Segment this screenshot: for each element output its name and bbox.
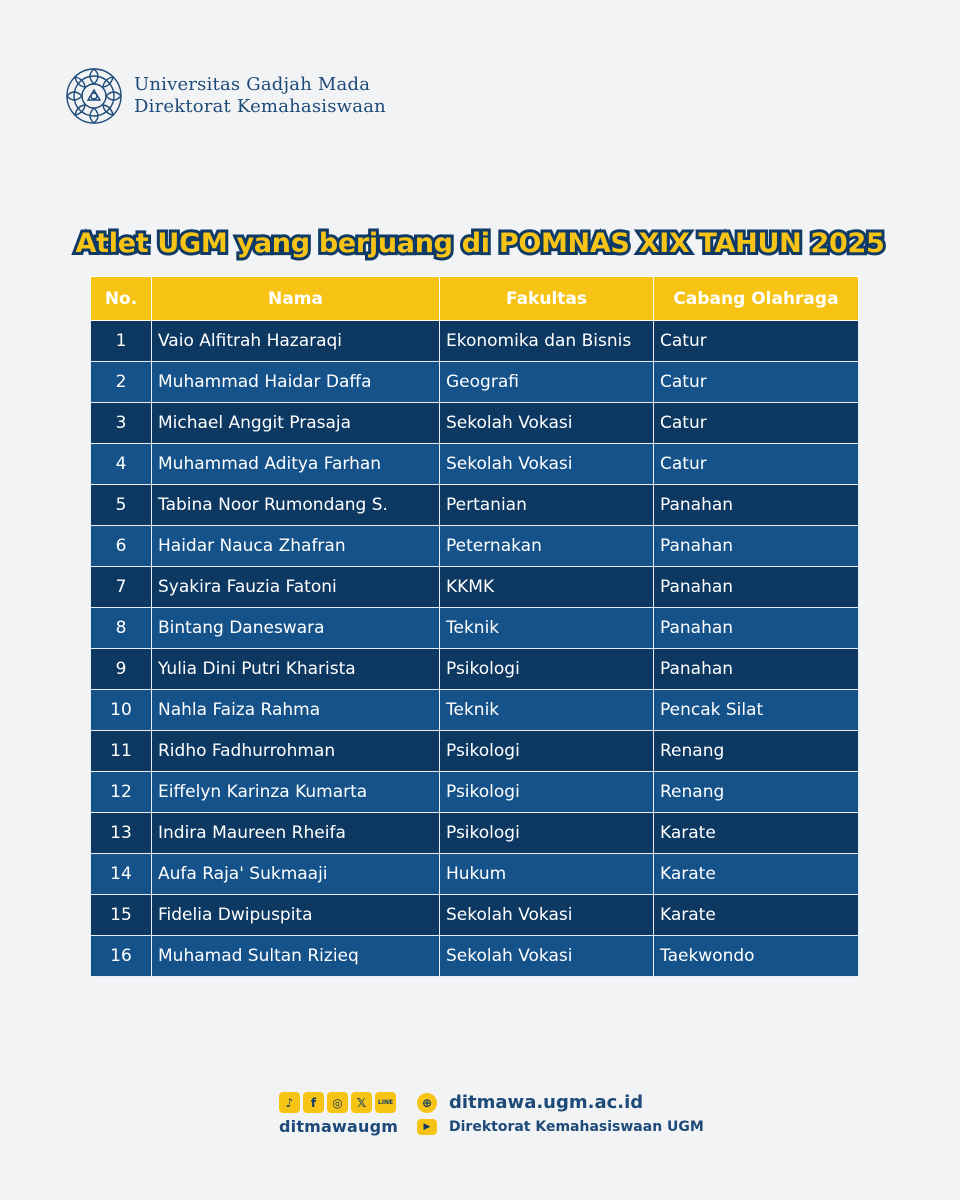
table-row [91,895,859,936]
cell-no: 9 [91,649,152,690]
column-header-cabang: Cabang Olahraga [654,277,859,321]
table-row [91,526,859,567]
website-link[interactable]: ditmawa.ugm.ac.id [449,1092,644,1113]
cell-nama: Bintang Daneswara [152,608,440,649]
cell-cabang: Renang [654,731,859,772]
cell-no: 8 [91,608,152,649]
table-row [91,608,859,649]
cell-nama: Vaio Alfitrah Hazaraqi [152,321,440,362]
table-row [91,444,859,485]
cell-no: 4 [91,444,152,485]
cell-cabang: Catur [654,362,859,403]
cell-fakultas: Sekolah Vokasi [440,895,654,936]
cell-no: 13 [91,813,152,854]
cell-no: 2 [91,362,152,403]
cell-nama: Tabina Noor Rumondang S. [152,485,440,526]
table-row [91,321,859,362]
cell-cabang: Taekwondo [654,936,859,977]
cell-nama: Fidelia Dwipuspita [152,895,440,936]
cell-fakultas: Psikologi [440,731,654,772]
cell-fakultas: Sekolah Vokasi [440,936,654,977]
cell-fakultas: Psikologi [440,772,654,813]
cell-fakultas: Teknik [440,608,654,649]
table-row [91,731,859,772]
youtube-channel-link[interactable]: Direktorat Kemahasiswaan UGM [449,1119,704,1135]
x-icon[interactable]: 𝕏 [351,1092,372,1113]
cell-cabang: Renang [654,772,859,813]
cell-nama: Michael Anggit Prasaja [152,403,440,444]
page-title: Atlet UGM yang berjuang di POMNAS XIX TAHUN 2025 [75,228,885,259]
cell-nama: Aufa Raja' Sukmaaji [152,854,440,895]
cell-fakultas: Ekonomika dan Bisnis [440,321,654,362]
column-header-fakultas: Fakultas [440,277,654,321]
cell-cabang: Karate [654,854,859,895]
cell-nama: Haidar Nauca Zhafran [152,526,440,567]
cell-cabang: Karate [654,813,859,854]
table-row [91,485,859,526]
cell-cabang: Catur [654,403,859,444]
cell-cabang: Karate [654,895,859,936]
ugm-logo-icon [64,66,124,126]
cell-nama: Nahla Faiza Rahma [152,690,440,731]
cell-fakultas: KKMK [440,567,654,608]
globe-icon: ⊕ [417,1093,437,1113]
cell-no: 3 [91,403,152,444]
cell-no: 7 [91,567,152,608]
table-row [91,403,859,444]
table-row [91,936,859,977]
table-row [91,813,859,854]
cell-cabang: Panahan [654,608,859,649]
header [64,66,386,126]
line-icon[interactable]: LINE [375,1092,396,1113]
cell-fakultas: Pertanian [440,485,654,526]
cell-no: 16 [91,936,152,977]
cell-cabang: Panahan [654,485,859,526]
cell-fakultas: Sekolah Vokasi [440,403,654,444]
youtube-icon: ▶ [417,1119,437,1135]
table-row [91,362,859,403]
table-row [91,854,859,895]
cell-cabang: Catur [654,444,859,485]
cell-no: 6 [91,526,152,567]
cell-cabang: Catur [654,321,859,362]
cell-nama: Muhammad Aditya Farhan [152,444,440,485]
cell-cabang: Panahan [654,526,859,567]
cell-no: 14 [91,854,152,895]
cell-nama: Muhamad Sultan Rizieq [152,936,440,977]
cell-fakultas: Teknik [440,690,654,731]
cell-nama: Yulia Dini Putri Kharista [152,649,440,690]
table-row [91,567,859,608]
cell-nama: Muhammad Haidar Daffa [152,362,440,403]
cell-fakultas: Hukum [440,854,654,895]
table-row [91,772,859,813]
cell-cabang: Pencak Silat [654,690,859,731]
facebook-icon[interactable]: f [303,1092,324,1113]
table-header-row [91,277,859,321]
instagram-icon[interactable]: ◎ [327,1092,348,1113]
university-name: Universitas Gadjah Mada [134,74,371,95]
directorate-name: Direktorat Kemahasiswaan [134,96,386,117]
cell-nama: Eiffelyn Karinza Kumarta [152,772,440,813]
cell-cabang: Panahan [654,649,859,690]
cell-no: 1 [91,321,152,362]
cell-nama: Indira Maureen Rheifa [152,813,440,854]
cell-no: 11 [91,731,152,772]
cell-fakultas: Psikologi [440,649,654,690]
social-block [279,1092,398,1136]
column-header-no: No. [91,277,152,321]
cell-no: 15 [91,895,152,936]
table-row [91,649,859,690]
cell-nama: Syakira Fauzia Fatoni [152,567,440,608]
cell-no: 10 [91,690,152,731]
social-handle[interactable]: ditmawaugm [279,1117,399,1136]
cell-cabang: Panahan [654,567,859,608]
column-header-nama: Nama [152,277,440,321]
cell-no: 12 [91,772,152,813]
links-block [417,1092,704,1135]
cell-fakultas: Peternakan [440,526,654,567]
cell-fakultas: Geografi [440,362,654,403]
tiktok-icon[interactable]: ♪ [279,1092,300,1113]
athletes-table [90,276,859,977]
cell-no: 5 [91,485,152,526]
cell-fakultas: Sekolah Vokasi [440,444,654,485]
cell-nama: Ridho Fadhurrohman [152,731,440,772]
table-row [91,690,859,731]
cell-fakultas: Psikologi [440,813,654,854]
